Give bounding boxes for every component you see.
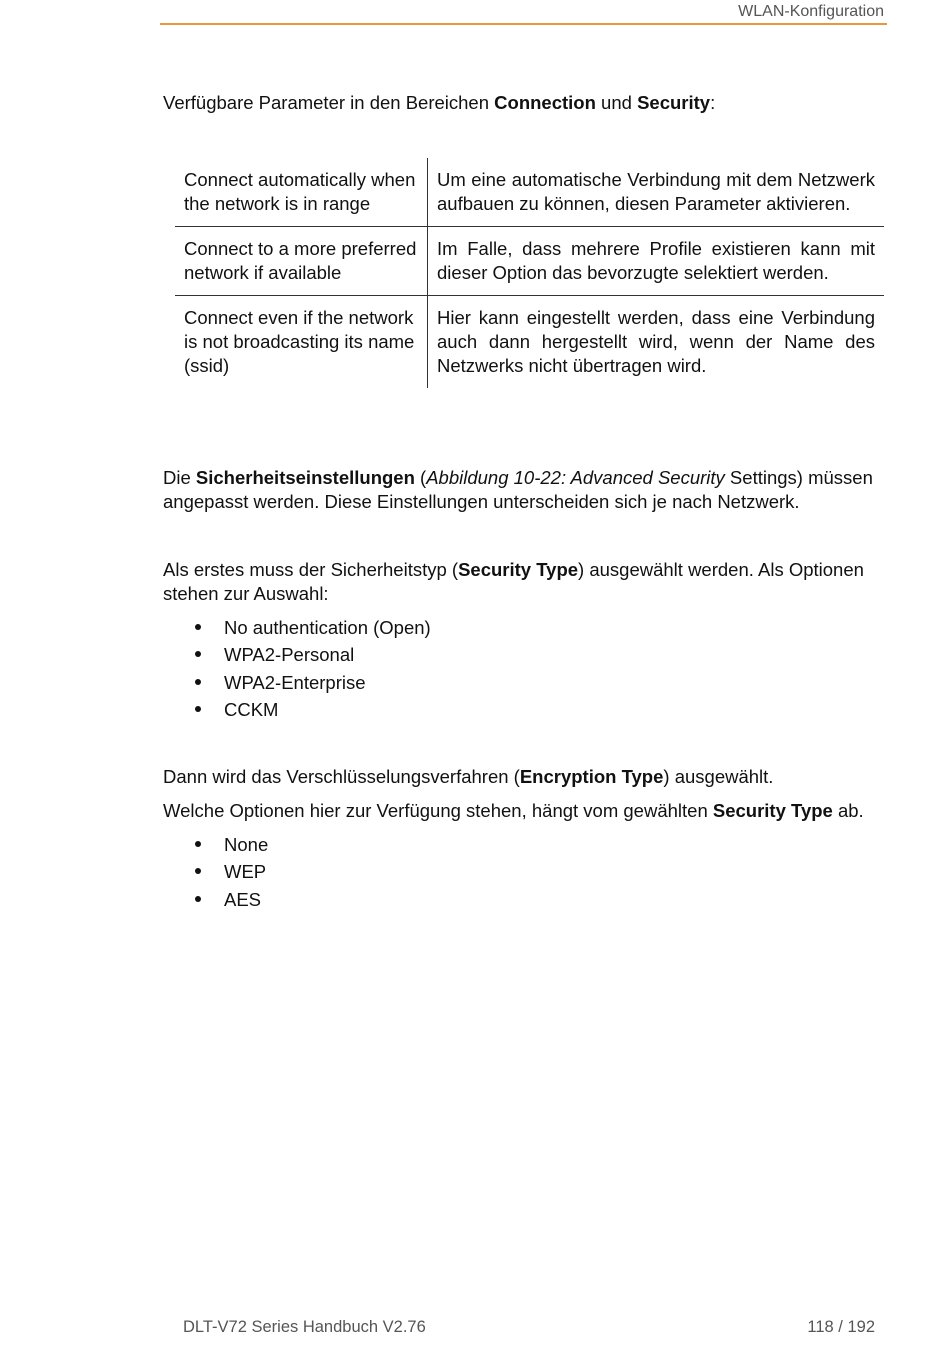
table-row bbox=[175, 296, 884, 389]
encryption-text-end: ) ausgewählt. bbox=[663, 766, 774, 787]
encryption-paragraph bbox=[163, 765, 887, 789]
intro-bold-security: Security bbox=[637, 92, 711, 113]
security-type-paragraph bbox=[163, 558, 887, 606]
page-number: 118 / 192 bbox=[807, 1318, 875, 1336]
options-text-end: ab. bbox=[832, 800, 864, 821]
list-item: WPA2-Enterprise bbox=[192, 669, 431, 696]
options-bold: Security Type bbox=[712, 800, 833, 821]
table-row bbox=[175, 227, 884, 296]
parameter-description: Um eine automatische Verbindung mit dem Netzwerk aufbauen zu können, diesen Parameter aktivieren. bbox=[428, 158, 885, 227]
header-divider bbox=[160, 23, 887, 25]
table-row bbox=[175, 158, 884, 227]
parameter-name: Connect even if the network is not broadcasting its name (ssid) bbox=[175, 296, 428, 389]
options-paragraph bbox=[163, 799, 887, 823]
list-item: CCKM bbox=[192, 696, 431, 723]
encryption-text: Dann wird das Verschlüsselungsverfahren ( bbox=[163, 766, 520, 787]
security-type-list bbox=[192, 614, 431, 723]
encryption-type-list bbox=[192, 831, 268, 913]
list-item: None bbox=[192, 831, 268, 858]
security-bold: Sicherheitseinstellungen bbox=[195, 467, 415, 488]
footer-manual-title: DLT-V72 Series Handbuch V2.76 bbox=[183, 1318, 426, 1336]
intro-bold-connection: Connection bbox=[494, 92, 596, 113]
type-text-end: ) ausgewählt werden. Als Optionen stehen zur Auswahl: bbox=[163, 559, 864, 604]
parameter-description: Hier kann eingestellt werden, dass eine Verbindung auch dann hergestellt wird, wenn der Name des Netzwerks nicht übertragen wird. bbox=[437, 307, 875, 376]
parameter-table bbox=[175, 158, 884, 388]
options-text: Welche Optionen hier zur Verfügung stehen, hängt vom gewählten bbox=[163, 800, 713, 821]
intro-text: Verfügbare Parameter in den Bereichen bbox=[163, 92, 495, 113]
type-bold: Security Type bbox=[458, 559, 579, 580]
parameter-description: Im Falle, dass mehrere Profile existieren kann mit dieser Option das bevorzugte selektiert werden. bbox=[428, 227, 885, 296]
parameter-name: Connect to a more preferred network if available bbox=[175, 227, 428, 296]
security-text-end: Settings) müssen angepasst werden. Diese Einstellungen unterscheiden sich je nach Netzwerk. bbox=[163, 467, 873, 512]
parameter-name: Connect automatically when the network is in range bbox=[175, 158, 428, 227]
figure-reference: Abbildung 10-22: Advanced Security bbox=[426, 467, 725, 488]
security-settings-paragraph bbox=[163, 466, 887, 514]
security-text: Die bbox=[163, 467, 196, 488]
list-item: AES bbox=[192, 886, 268, 913]
intro-paragraph bbox=[163, 91, 887, 115]
intro-text-mid: und bbox=[595, 92, 638, 113]
running-header: WLAN-Konfiguration bbox=[738, 3, 884, 20]
list-item: No authentication (Open) bbox=[192, 614, 431, 641]
list-item: WPA2-Personal bbox=[192, 641, 431, 668]
intro-text-end: : bbox=[710, 92, 716, 113]
security-text-open: ( bbox=[414, 467, 427, 488]
list-item: WEP bbox=[192, 858, 268, 885]
encryption-bold: Encryption Type bbox=[519, 766, 664, 787]
type-text: Als erstes muss der Sicherheitstyp ( bbox=[163, 559, 459, 580]
